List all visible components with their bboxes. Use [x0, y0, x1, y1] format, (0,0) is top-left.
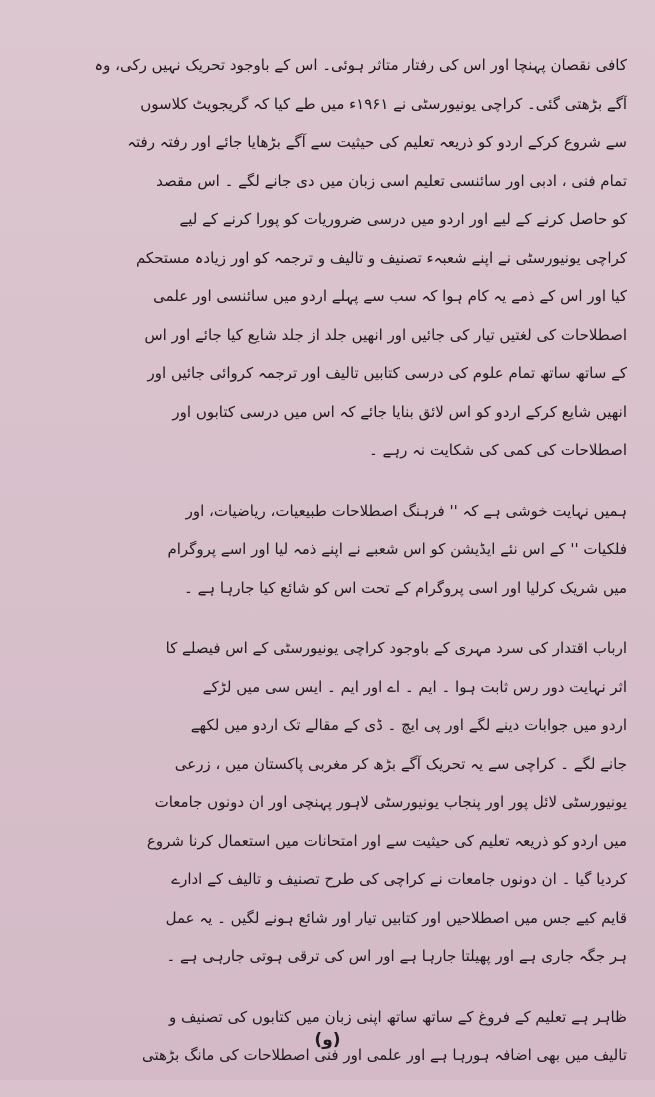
text-line: کردیا گیا ۔ ان دونوں جامعات نے کراچی کی طرح تصنیف و تالیف کے ادارے: [171, 870, 627, 888]
text-line: قایم کیے جس میں اصطلاحیں اور کتابیں تیار اور شائع ہونے لگیں ۔ یہ عمل: [165, 908, 627, 927]
text-line: تالیف میں بھی اضافہ ہورہا ہے اور علمی اور فنی اصطلاحات کی مانگ بڑھتی: [141, 1046, 627, 1064]
text-line: ظاہر ہے تعلیم کے فروغ کے ساتھ ساتھ اپنی زبان میں کتابوں کی تصنیف و: [168, 1007, 627, 1026]
text-line: اردو میں جوابات دینے لگے اور پی ایچ ۔ ڈی کے مقالے تک اردو میں لکھے: [190, 716, 627, 734]
text-line: انھیں شایع کرکے اردو کو اس لائق بنایا جائے کہ اس میں درسی کتابوں اور: [172, 402, 627, 421]
text-line: کافی نقصان پہنچا اور اس کی رفتار متاثر ہوئی۔ اس کے باوجود تحریک نہیں رکی، وہ: [94, 56, 627, 74]
text-line: میں اردو کو ذریعہ تعلیم کی حیثیت سے اور امتحانات میں استعمال کرنا شروع: [146, 831, 627, 850]
text-line: فلکیات '' کے اس نئے ایڈیشن کو اس شعبے نے اپنے ذمہ لیا اور اسے پروگرام: [167, 540, 627, 558]
paragraph-2: [56, 492, 627, 608]
text-line: اصطلاحات کی کمی کی شکایت نہ رہے ۔: [368, 441, 627, 459]
page-number: (و): [314, 1030, 341, 1050]
paragraph-1: [56, 46, 627, 470]
paragraph-3: [56, 629, 627, 976]
text-line: کے ساتھ ساتھ تمام علوم کی درسی کتابیں تالیف اور ترجمہ کروائی جائیں اور: [147, 364, 627, 382]
text-line: کیا اور اس کے ذمے یہ کام ہوا کہ سب سے پہلے اردو میں سائنسی اور علمی: [153, 287, 627, 305]
text-line: سے شروع کرکے اردو کو ذریعہ تعلیم کی حیثیت سے آگے بڑھایا جائے اور رفتہ رفتہ: [127, 133, 627, 151]
text-line: ہر جگہ جاری ہے اور پھیلتا جارہا ہے اور اس کی ترقی ہوتی جارہی ہے ۔: [166, 947, 627, 965]
text-line: ہمیں نہایت خوشی ہے کہ '' فرہنگ اصطلاحات طبیعیات، ریاضیات، اور: [185, 501, 627, 520]
text-line: کراچی یونیورسٹی نے اپنے شعبہء تصنیف و تالیف و ترجمہ کو اور زیادہ مستحکم: [135, 248, 627, 267]
text-line: میں شریک کرلیا اور اسی پروگرام کے تحت اس کو شائع کیا جارہا ہے ۔: [184, 578, 627, 597]
text-line: جانے لگے ۔ کراچی سے یہ تحریک آگے بڑھ کر مغربی پاکستان میں ، زرعی: [174, 754, 627, 773]
text-line: آگے بڑھتی گئی۔ کراچی یونیورسٹی نے ۱۹۶۱ء میں طے کیا کہ گریجویٹ کلاسوں: [140, 94, 627, 113]
text-line: تمام فنی ، ادبی اور سائنسی تعلیم اسی زبان میں دی جانے لگے ۔ اس مقصد: [156, 171, 627, 190]
text-line: یونیورسٹی لائل پور اور پنجاب یونیورسٹی لاہور پہنچی اور ان دونوں جامعات: [154, 793, 627, 811]
text-line: کو حاصل کرنے کے لیے اور اردو میں درسی ضروریات کو پورا کرنے کے لیے: [179, 210, 627, 228]
text-line: اثر نہایت دور رس ثابت ہوا ۔ ایم ۔ اے اور ایم ۔ ایس سی میں لڑکے: [202, 677, 627, 696]
text-line: ارباب اقتدار کی سرد مہری کے باوجود کراچی یونیورسٹی کے اس فیصلے کا: [165, 639, 627, 657]
text-line: اصطلاحات کی لغتیں تیار کی جائیں اور انھیں جلد از جلد شایع کیا جائے اور اس: [144, 325, 627, 344]
text-body: [56, 46, 627, 1097]
